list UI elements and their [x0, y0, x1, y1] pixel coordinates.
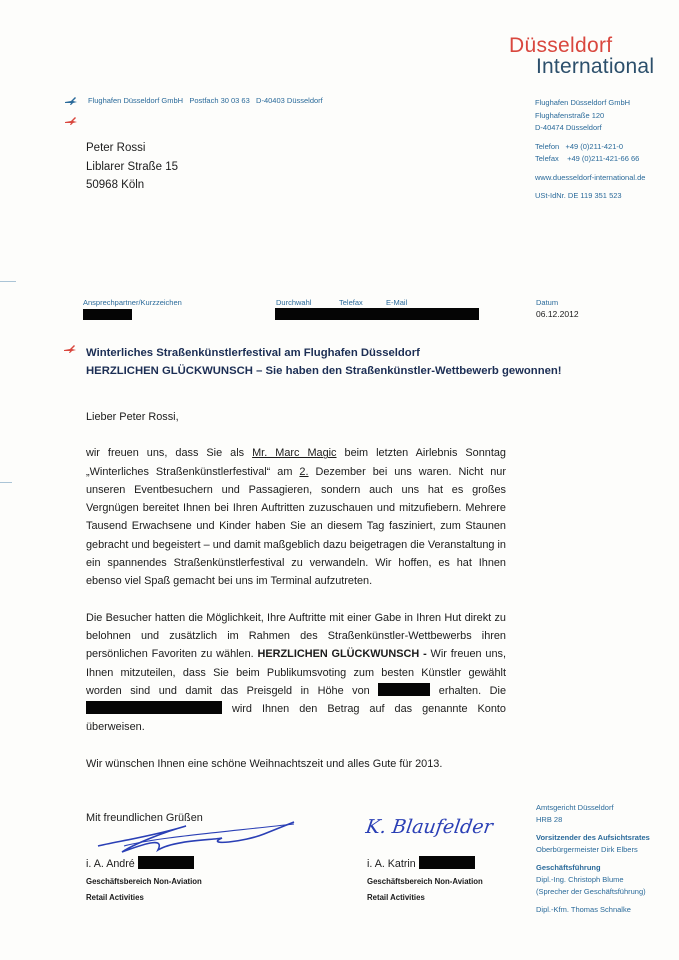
company-info: [535, 97, 645, 203]
subject-line2: HERZLICHEN GLÜCKWUNSCH – Sie haben den Straßenkünstler-Wettbewerb gewonnen!: [86, 365, 562, 377]
label-direct: Durchwahl: [276, 298, 312, 307]
sender-company: Flughafen Düsseldorf GmbH: [88, 96, 184, 105]
plane-icon: [64, 96, 78, 106]
salutation: Lieber Peter Rossi,: [86, 411, 179, 423]
company-vat: USt-IdNr. DE 119 351 523: [535, 191, 622, 200]
signatory-1: i. A. André: [86, 856, 194, 870]
plane-red-icon: [64, 116, 78, 126]
plane-subject-icon: [63, 344, 77, 354]
paragraph-2: Die Besucher hatten die Möglichkeit, Ihre Auftritte mit einer Gabe in Ihren Hut direkt zu belohnen und zusätzlich im Rahmen des Straßenkünstler-Wettbewerbs ihren persönlichen Favoriten zu wählen. HERZLICHEN GLÜCKWUNSCH - Wir freuen uns, Ihnen mitzuteilen, dass Sie beim Publikumsvoting zum besten Künstler gewählt worden sind und damit das Preisgeld in Höhe von erhalten. Die wird Ihnen den Betrag auf das genannte Konto überweisen.: [86, 611, 507, 734]
label-fax: Telefax: [339, 298, 363, 307]
paragraph-3: Wir wünschen Ihnen eine schöne Weihnachtszeit und alles Gute für 2013.: [86, 757, 443, 770]
company-web[interactable]: www.duesseldorf-international.de: [535, 172, 646, 182]
sender-postfach: Postfach 30 03 63: [189, 96, 250, 105]
label-date: Datum: [536, 298, 559, 307]
company-fax: Telefax +49 (0)211-421-66 66: [535, 154, 640, 163]
recipient-city: 50968 Köln: [86, 179, 145, 191]
sender-return-line: [88, 96, 323, 105]
signatory-2-dept: Geschäftsbereich Non-Aviation Retail Activities: [367, 877, 483, 902]
letter-date: 06.12.2012: [536, 309, 579, 319]
redaction-surname-1: [138, 856, 194, 869]
label-contact: Ansprechpartner/Kurzzeichen: [83, 298, 182, 307]
redaction-surname-2: [419, 856, 475, 869]
company-city: D-40474 Düsseldorf: [535, 123, 602, 132]
redaction-contact: [83, 309, 132, 320]
recipient-street: Liblarer Straße 15: [86, 160, 179, 173]
signature-andre-scribble: [94, 816, 304, 858]
redaction-entity: [86, 701, 222, 714]
artist-name: Mr. Marc Magic: [252, 447, 337, 460]
logo-wordmark-line2: International: [536, 55, 655, 78]
closing: Mit freundlichen Grüßen: [86, 812, 203, 825]
letter-body: [86, 408, 506, 827]
company-phone: Telefon +49 (0)211-421-0: [535, 141, 624, 151]
legal-footer: Amtsgericht Düsseldorf HRB 28 Vorsitzender des Aufsichtsrates Oberbürgermeister Dirk Elbers Geschäftsführung Dipl.-Ing. Christoph Blume (Sprecher der Geschäftsführung) Dipl.-Kfm. Thomas Schnalke: [536, 803, 650, 914]
sender-city: D-40403 Düsseldorf: [256, 96, 323, 105]
recipient-address: [86, 139, 178, 195]
company-name: Flughafen Düsseldorf GmbH: [535, 98, 631, 107]
company-street: Flughafenstraße 120: [535, 110, 605, 120]
fold-mark: [0, 281, 16, 282]
signatory-2: i. A. Katrin: [367, 856, 475, 870]
label-email: E-Mail: [386, 298, 408, 307]
redaction-amount: [378, 683, 430, 696]
signatory-1-dept: Geschäftsbereich Non-Aviation Retail Activities: [86, 877, 202, 902]
punch-mark: [0, 482, 12, 483]
subject: [86, 344, 562, 380]
logo-wordmark-line1: Düsseldorf: [509, 34, 613, 57]
subject-line1: Winterliches Straßenkünstlerfestival am Flughafen Düsseldorf: [86, 347, 420, 359]
paragraph-1: wir freuen uns, dass Sie als Mr. Marc Magic beim letzten Airlebnis Sonntag „Winterliches Straßenkünstlerfestival“ am 2. Dezember bei uns waren. Nicht nur unseren Eventbesuchern und Passagieren, sondern auch uns hat es großes Vergnügen bereitet Ihnen bei Ihren Auftritten zuzuschauen und mitzufiebern. Mehrere Tausend Erwachsene und Kinder haben Sie an diesem Tag fasziniert, zum Staunen gebracht und begeistert – und damit maßgeblich dazu beigetragen die Veranstaltung in ein spannendes Straßenkünstlerfestival zu verwandeln. Wir hoffen, es hat Ihnen ebenso viel Spaß gemacht bei uns im Terminal aufzutreten.: [86, 447, 506, 588]
redaction-contact-details: [275, 308, 479, 320]
signature-katrin-handwriting: K. Blaufelder: [364, 816, 495, 838]
recipient-name: Peter Rossi: [86, 142, 146, 154]
